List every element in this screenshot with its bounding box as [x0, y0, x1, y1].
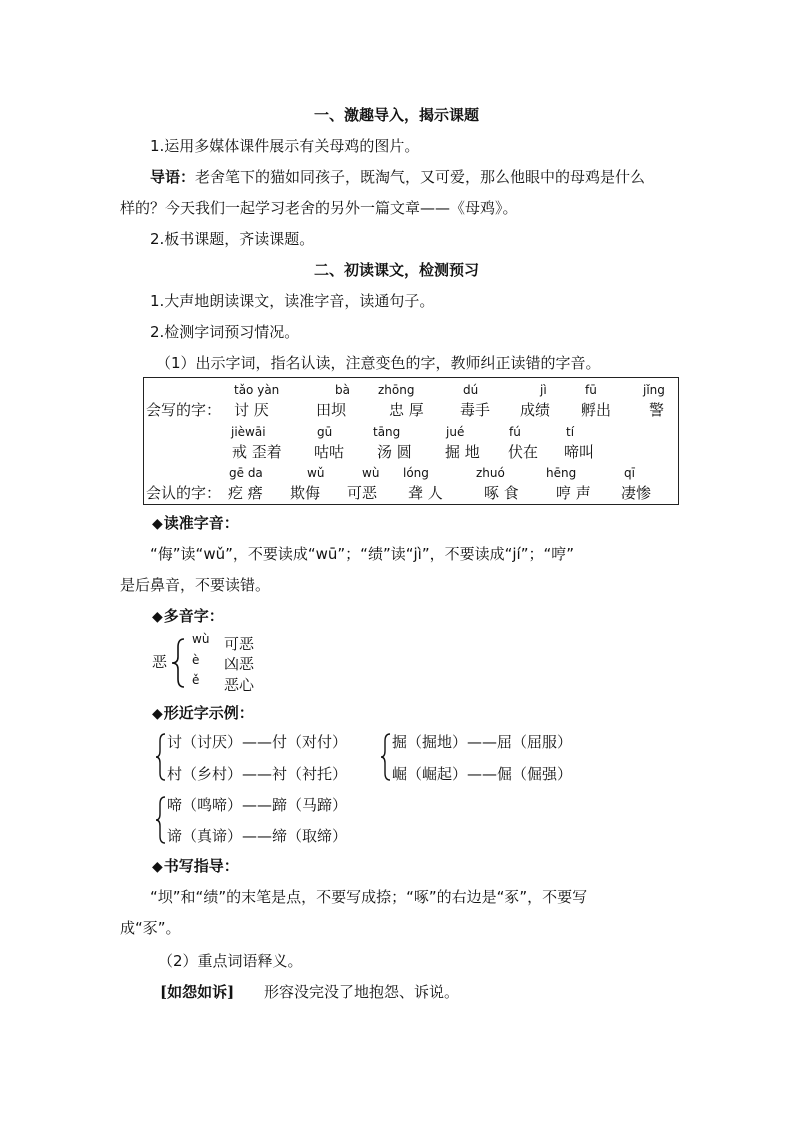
- diamond-icon: ◆: [152, 609, 163, 625]
- pinyin: è: [192, 653, 200, 667]
- similar-pair: 讨（讨厌）——付（对付）: [167, 733, 348, 751]
- paragraph: 2.板书课题，齐读课题。: [150, 230, 315, 248]
- brace-icon: [380, 732, 392, 782]
- diamond-icon: ◆: [152, 516, 163, 532]
- heading-text: 书写指导：: [163, 857, 239, 875]
- similar-heading: [152, 702, 254, 723]
- intro-line-2: 样的？今天我们一起学习老舍的另外一篇文章——《母鸡》。: [120, 199, 518, 217]
- intro-label: 导语：: [150, 168, 196, 186]
- read-label: 会认的字：: [146, 484, 222, 502]
- word: 伏在: [508, 443, 539, 461]
- pinyin: tí: [566, 425, 575, 439]
- brace-icon: [155, 732, 167, 782]
- pinyin: ě: [192, 673, 200, 687]
- pronunciation-heading: [152, 512, 239, 533]
- pinyin: jué: [446, 425, 465, 439]
- diamond-icon: ◆: [152, 859, 163, 875]
- pinyin: gē da: [229, 466, 263, 480]
- vocab-intro: （2）重点词语释义。: [158, 952, 303, 970]
- pinyin: tǎo yàn: [234, 383, 280, 397]
- similar-pair: 村（乡村）——衬（衬托）: [167, 765, 348, 783]
- word: 孵出: [581, 401, 612, 419]
- vocab-term: [如怨如诉]: [160, 983, 235, 1001]
- word: 凶恶: [224, 655, 255, 673]
- brace-icon: [155, 795, 167, 845]
- word: 成绩: [520, 401, 551, 419]
- pinyin: hēng: [546, 466, 577, 480]
- pinyin: fú: [509, 425, 521, 439]
- word: 可恶: [224, 635, 255, 653]
- word: 警: [649, 401, 665, 419]
- polyphonic-heading: [152, 605, 224, 626]
- pinyin: zhōng: [378, 383, 415, 397]
- word: 啼叫: [564, 443, 595, 461]
- section-2-title: 二、初读课文，检测预习: [313, 261, 479, 279]
- intro-line-1: [150, 166, 645, 187]
- pinyin: jǐng: [643, 383, 665, 397]
- word: 凄惨: [621, 484, 652, 502]
- pinyin: jièwāi: [231, 425, 266, 439]
- word: 欺侮: [290, 484, 321, 502]
- section-1-title: 一、激趣导入，揭示课题: [313, 106, 479, 124]
- pronunciation-line-2: 是后鼻音，不要读错。: [120, 576, 271, 594]
- pinyin: wǔ: [307, 466, 325, 480]
- pinyin: dú: [463, 383, 479, 397]
- word: 汤 圆: [377, 443, 412, 461]
- pinyin: zhuó: [476, 466, 505, 480]
- paragraph: 2.检测字词预习情况。: [150, 323, 300, 341]
- pinyin: bà: [335, 383, 350, 397]
- word: 疙 瘩: [228, 484, 263, 502]
- similar-pair: 崛（崛起）——倔（倔强）: [392, 765, 573, 783]
- word: 聋 人: [408, 484, 443, 502]
- pinyin: wù: [192, 632, 210, 646]
- paragraph: 1.运用多媒体课件展示有关母鸡的图片。: [150, 137, 420, 155]
- writing-line-1: “坝”和“绩”的末笔是点，不要写成捺；“啄”的右边是“豖”，不要写: [150, 888, 588, 906]
- brace-icon: [170, 637, 186, 689]
- pinyin: qī: [624, 466, 635, 480]
- pronunciation-line-1: “侮”读“wǔ”，不要读成“wū”；“绩”读“jì”，不要读成“jí”；“哼”: [150, 545, 575, 563]
- writing-line-2: 成“豕”。: [120, 919, 181, 937]
- paragraph: 1.大声地朗读课文，读准字音，读通句子。: [150, 292, 435, 310]
- pinyin: wù: [362, 466, 380, 480]
- write-label: 会写的字：: [146, 401, 222, 419]
- word: 戒 歪着: [232, 443, 282, 461]
- heading-text: 形近字示例：: [163, 704, 254, 722]
- word: 啄 食: [484, 484, 519, 502]
- word: 毒手: [460, 401, 491, 419]
- paragraph: （1）出示字词，指名认读，注意变色的字，教师纠正读错的字音。: [156, 354, 601, 372]
- pinyin: lóng: [403, 466, 429, 480]
- similar-pair: 谛（真谛）——缔（取缔）: [167, 827, 348, 845]
- pinyin: gū: [317, 425, 333, 439]
- similar-pair: 啼（鸣啼）——蹄（马蹄）: [167, 796, 348, 814]
- heading-text: 多音字：: [163, 607, 224, 625]
- word: 可恶: [347, 484, 378, 502]
- word: 忠 厚: [389, 401, 424, 419]
- pinyin: tāng: [373, 425, 401, 439]
- intro-text: 老舍笔下的猫如同孩子，既淘气，又可爱，那么他眼中的母鸡是什么: [195, 168, 646, 186]
- word: 咕咕: [314, 443, 345, 461]
- writing-heading: [152, 855, 239, 876]
- diamond-icon: ◆: [152, 706, 163, 722]
- heading-text: 读准字音：: [163, 514, 239, 532]
- word: 讨 厌: [234, 401, 269, 419]
- similar-pair: 掘（掘地）——屈（屈服）: [392, 733, 573, 751]
- word: 掘 地: [445, 443, 480, 461]
- vocab-definition: 形容没完没了地抱怨、诉说。: [264, 983, 460, 1001]
- pinyin: jì: [540, 383, 547, 397]
- polyphonic-char: 恶: [152, 653, 168, 671]
- word: 恶心: [224, 676, 255, 694]
- word: 田坝: [316, 401, 347, 419]
- word: 哼 声: [556, 484, 591, 502]
- pinyin: fū: [585, 383, 597, 397]
